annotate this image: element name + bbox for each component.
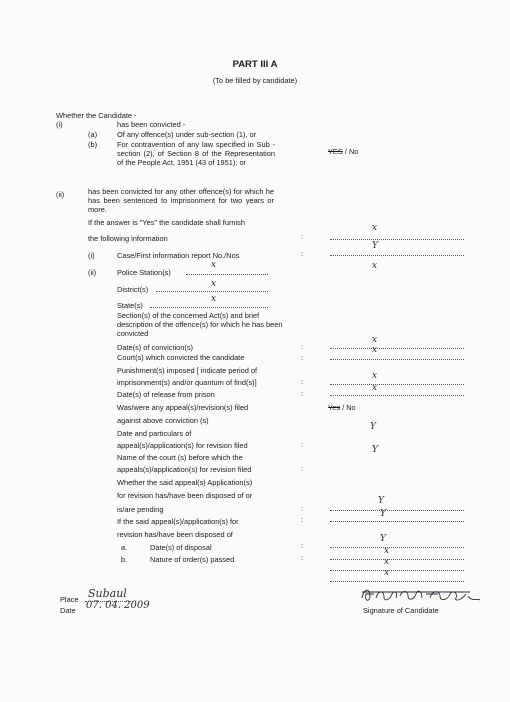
item-i-answer (328, 147, 358, 156)
punishment-label-1: Punishment(s) imposed [ indicate period of (117, 366, 258, 375)
appeal-answer (328, 403, 356, 412)
item-i-number: (i) (56, 120, 63, 129)
answer-line (330, 559, 464, 560)
sub-b-number: b. (121, 555, 128, 564)
colon: : (301, 232, 304, 241)
mark-x: x (372, 261, 378, 271)
mark-y: Y (370, 422, 376, 432)
colon: : (301, 377, 304, 386)
mark-x: x (211, 279, 217, 289)
answer-line (330, 547, 464, 548)
sub-a-number: a. (121, 543, 128, 552)
dates-conviction-label: Date(s) of conviction(s) (117, 343, 193, 352)
mark-x: x (372, 371, 378, 381)
case-fir-label: Case/First information report No./Nos (117, 251, 240, 260)
colon: : (301, 541, 304, 550)
colon: : (301, 342, 304, 351)
date-label: Date (60, 606, 76, 615)
answer-line (150, 307, 268, 308)
mark-x: x (384, 568, 390, 578)
item-i-text: has been convicted - (117, 120, 186, 129)
district-label: District(s) (117, 285, 149, 294)
signature-scribble (360, 584, 482, 606)
mark-y: Y (378, 496, 384, 506)
disposed-label-3: is/are pending (117, 505, 164, 514)
mark-y: Y (372, 445, 378, 455)
mark-x: x (384, 546, 390, 556)
court-convicted-label: Court(s) which convicted the candidate (117, 353, 245, 362)
answer-line (330, 395, 464, 396)
answer-line (156, 291, 268, 292)
colon: : (301, 249, 304, 258)
answer-line (330, 570, 464, 571)
date-release-label: Date(s) of release from prison (117, 390, 215, 399)
place-value: Subaul (88, 587, 127, 600)
disposed-label-1: Whether the said appeal(s) Application(s) (117, 478, 253, 487)
colon: : (301, 504, 304, 513)
item-ii-number: (ii) (56, 190, 65, 199)
appeal-filed-label-2: against above conviction (s) (117, 416, 209, 425)
mark-x: x (372, 223, 378, 233)
answer-line (330, 239, 464, 240)
if-disposed-label-2: revision has/have been disposed of (117, 530, 233, 539)
colon: : (301, 515, 304, 524)
date-particulars-label-2: appeal(s)/application(s) for revision filed (117, 441, 248, 450)
item-ii-if-yes: If the answer is "Yes" the candidate shall furnish (88, 218, 245, 227)
disposed-label-2: for revision has/have been disposed of or (117, 491, 253, 500)
item-i-a-number: (a) (88, 130, 98, 139)
court-name-label-1: Name of the court (s) before which the (117, 453, 243, 462)
nature-orders-label: Nature of order(s) passed (150, 555, 235, 564)
sub-i-number: (i) (88, 251, 95, 260)
page-title: PART III A (232, 59, 278, 70)
mark-y: Y (372, 241, 378, 251)
state-label: State(s) (117, 301, 143, 310)
colon: : (301, 389, 304, 398)
date-particulars-label-1: Date and particulars of (117, 429, 192, 438)
mark-x: x (384, 557, 390, 567)
police-station-label: Police Station(s) (117, 268, 171, 277)
mark-x: x (372, 383, 378, 393)
item-i-a-text: Of any offence(s) under sub-section (1), or (117, 130, 257, 139)
answer-line (330, 359, 464, 360)
appeal-filed-label-1: Was/were any appeal(s)/revision(s) filed (117, 403, 249, 412)
item-i-b-text: For contravention of any law specified in Sub - section (2), of Section 8 of the Representation of the People Act, 1951 (43 of 1951); or (117, 140, 275, 167)
colon: : (301, 353, 304, 362)
answer-line (330, 521, 464, 522)
answer-line (330, 384, 464, 385)
item-i-answer-yes: YES (328, 147, 343, 156)
appeal-answer-no: / No (340, 403, 356, 412)
answer-line (330, 510, 464, 511)
answer-line (330, 581, 464, 582)
mark-x: x (372, 345, 378, 355)
punishment-label-2: imprisonment(s) and/or quantum of find(s)] (117, 378, 257, 387)
sections-label: Section(s) of the concerned Act(s) and brief description of the offence(s) for which he has been convicted (117, 311, 283, 338)
mark-y: Y (380, 509, 386, 519)
mark-x: x (211, 260, 217, 270)
date-disposal-label: Date(s) of disposal (150, 543, 212, 552)
sub-ii-number: (ii) (88, 268, 97, 277)
answer-line (186, 274, 268, 275)
if-disposed-label-1: If the said appeal(s)/application(s) for (117, 517, 239, 526)
mark-y: Y (380, 534, 386, 544)
item-i-b-number: (b) (88, 140, 98, 149)
intro-text: Whether the Candidate - (56, 111, 137, 120)
item-i-answer-no: / No (342, 147, 359, 156)
answer-line (330, 255, 464, 256)
colon: : (301, 553, 304, 562)
mark-x: x (372, 335, 378, 345)
colon: : (301, 464, 304, 473)
page-subtitle: (To be filled by candidate) (212, 76, 298, 85)
mark-x: x (211, 294, 217, 304)
date-value: 07. 04. 2009 (86, 600, 150, 611)
place-label: Place (60, 595, 79, 604)
signature-label: Signature of Candidate (363, 606, 439, 615)
item-ii-text: has been convicted for any other offence(s) for which he has been sentenced to imprisonment for two years or more. (88, 187, 274, 214)
colon: : (301, 440, 304, 449)
item-ii-following: the following information (88, 234, 168, 243)
appeal-answer-yes: Yes (328, 403, 341, 412)
court-name-label-2: appeals(s)/application(s) for revision filed (117, 465, 252, 474)
answer-line (330, 348, 464, 349)
